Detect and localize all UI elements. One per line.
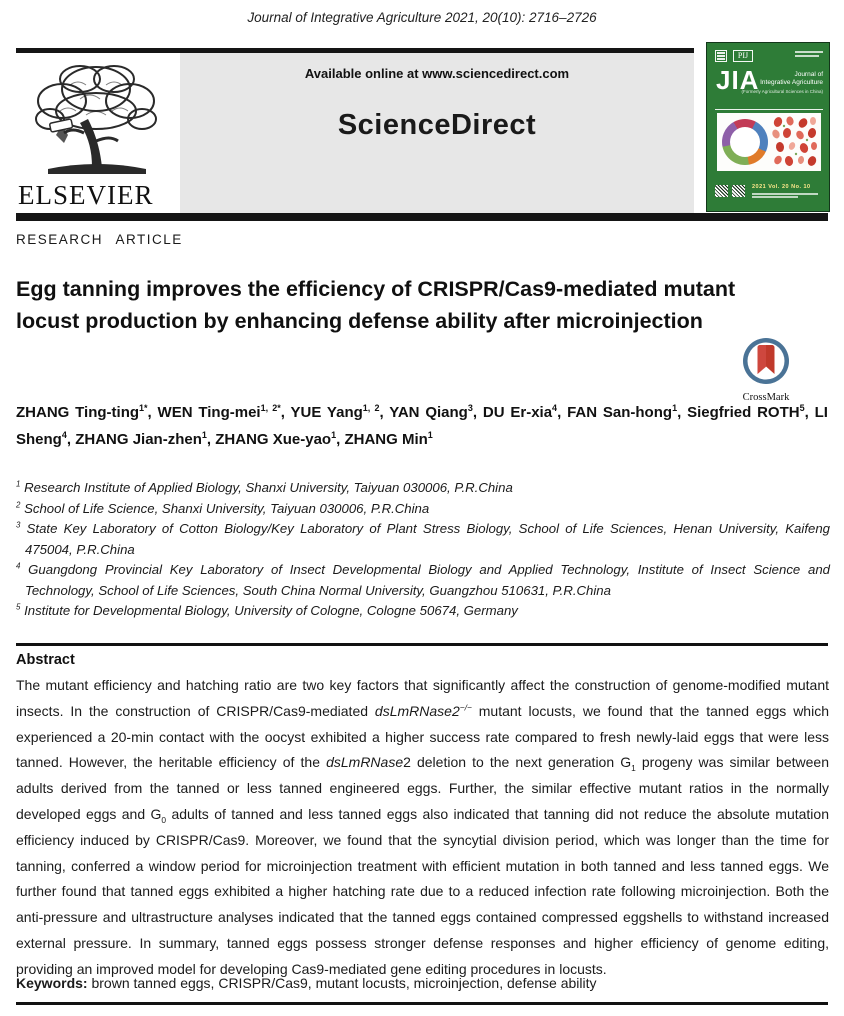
affiliation-item — [16, 519, 830, 560]
keywords-label: Keywords: — [16, 975, 92, 991]
affiliation-text: Research Institute of Applied Biology, Shanxi University, Taiyuan 030006, P.R.China — [24, 480, 513, 495]
keywords-line — [16, 975, 829, 991]
affiliation-number: 5 — [16, 602, 21, 612]
keywords-text: brown tanned eggs, CRISPR/Cas9, mutant locusts, microinjection, defense ability — [91, 975, 597, 991]
affiliation-item — [16, 499, 830, 520]
elsevier-tree-logo — [20, 55, 172, 181]
crossmark-icon — [741, 336, 791, 386]
crossmark-badge[interactable] — [735, 336, 797, 403]
affiliation-number: 3 — [16, 520, 21, 530]
page-bottom-rule — [16, 1002, 828, 1005]
cover-journal-name-line2: Integrative Agriculture — [760, 79, 823, 86]
cover-jia-title: JIA — [716, 65, 760, 95]
affiliation-item — [16, 560, 830, 601]
affiliation-number: 4 — [16, 561, 21, 571]
cover-journal-name-line1: Journal of — [794, 71, 823, 78]
article-type-label: RESEARCH ARTICLE — [16, 232, 183, 247]
cover-formerly-line: (Formerly Agricultural Sciences in China) — [741, 89, 823, 94]
cover-journal-name — [755, 71, 823, 87]
affiliation-text: Institute for Developmental Biology, University of Cologne, Cologne 50674, Germany — [24, 603, 518, 618]
journal-cover-thumbnail — [706, 42, 830, 212]
pij-logo: PIJ — [733, 50, 753, 62]
affiliation-number: 2 — [16, 500, 21, 510]
abstract-top-rule — [16, 643, 828, 646]
affiliation-text: School of Life Science, Shanxi University, Taiyuan 030006, P.R.China — [24, 500, 430, 516]
seal-logo — [715, 50, 727, 62]
affiliation-text: State Key Laboratory of Cotton Biology/Key Laboratory of Plant Stress Biology, School of Life Sciences, Henan University, Kaifeng 475004, P.R.China — [25, 521, 830, 557]
crossmark-label: CrossMark — [742, 392, 790, 403]
abstract-heading: Abstract — [16, 652, 75, 668]
affiliation-item — [16, 601, 830, 622]
affiliation-item — [16, 478, 830, 499]
sciencedirect-wordmark: ScienceDirect — [337, 109, 537, 141]
article-title: Egg tanning improves the efficiency of CRISPR/Cas9-mediated mutant locust production by enhancing defense ability after microinjection — [16, 277, 736, 333]
strawberries-image — [770, 116, 818, 168]
elsevier-logo-block — [16, 53, 178, 213]
affiliation-number: 1 — [16, 479, 21, 489]
tree-trunk — [80, 119, 102, 167]
qr-code-2 — [732, 185, 745, 197]
affiliation-text: Guangdong Provincial Key Laboratory of Insect Developmental Biology and Applied Technology, Institute of Insect Science and Technology, School of Life Sciences, South China Normal University, Guangzhou 510631, P.R.China — [25, 562, 830, 598]
affiliation-list — [16, 478, 830, 622]
sciencedirect-banner — [180, 53, 694, 213]
cover-url-lines — [752, 193, 818, 199]
journal-reference: Journal of Integrative Agriculture 2021, 20(10): 2716–2726 — [247, 10, 597, 25]
cover-divider — [715, 109, 823, 110]
cover-issue-line: 2021 Vol. 20 No. 10 — [752, 184, 811, 190]
banner-bottom-rule — [16, 213, 828, 221]
abstract-text: The mutant efficiency and hatching ratio are two key factors that significantly affect the construction of genome-modified mutant insects. In the construction of CRISPR/Cas9-mediated dsLmRNase2−/− mutant locusts, we found that the tanned eggs which experienced a 20-min contact with the oocyst exhibited a higher success rate compared to fresh newly-laid eggs that were less tanned. However, the heritable efficiency of the dsLmRNase2 deletion to the next generation $G_1$ progeny was similar between adults derived from the tanned or less tanned engineered eggs. Further, the similar effective mutant ratios in the normally developed eggs and $G_0$ adults of tanned and less tanned eggs also indicated that tanning did not reduce the absolute mutation efficiency induced by CRISPR/Cas9. Moreover, we found that the syncytial division period, which was longer than the time for tanning, conferred a window period for microinjection treatment with efficient mutation in both tanned and less tanned eggs. We further found that tanned eggs exhibited a higher hatching rate due to a reduced infection rate following microinjection. Both the anti-pressure and ultrastructure analyses indicated that the tanned eggs contained compressed eggshells to withstand increased external pressure. In summary, tanned eggs possess stronger defense responses and higher efficiency of genome editing, providing an improved model for developing Cas9-mediated gene editing procedures in locusts. — [16, 677, 829, 977]
phylogeny-donut-chart — [722, 119, 768, 165]
issn-text-lines — [795, 51, 823, 59]
cover-figure-box — [717, 113, 821, 171]
available-online-link[interactable]: Available online at www.sciencedirect.com — [304, 66, 570, 81]
author-list: ZHANG Ting-ting$^{1*}$, WEN Ting-mei$^{1, 2*}$, YUE Yang$^{1, 2}$, YAN Qiang$^3$, DU Er-xia$^4$, FAN San-hong$^1$, Siegfried ROTH$^5$, LI Sheng$^4$, ZHANG Jian-zhen$^1$, ZHANG Xue-yao$^1$, ZHANG Min$^1$ — [16, 403, 828, 448]
elsevier-wordmark: ELSEVIER — [18, 180, 154, 210]
qr-code-1 — [715, 185, 728, 197]
